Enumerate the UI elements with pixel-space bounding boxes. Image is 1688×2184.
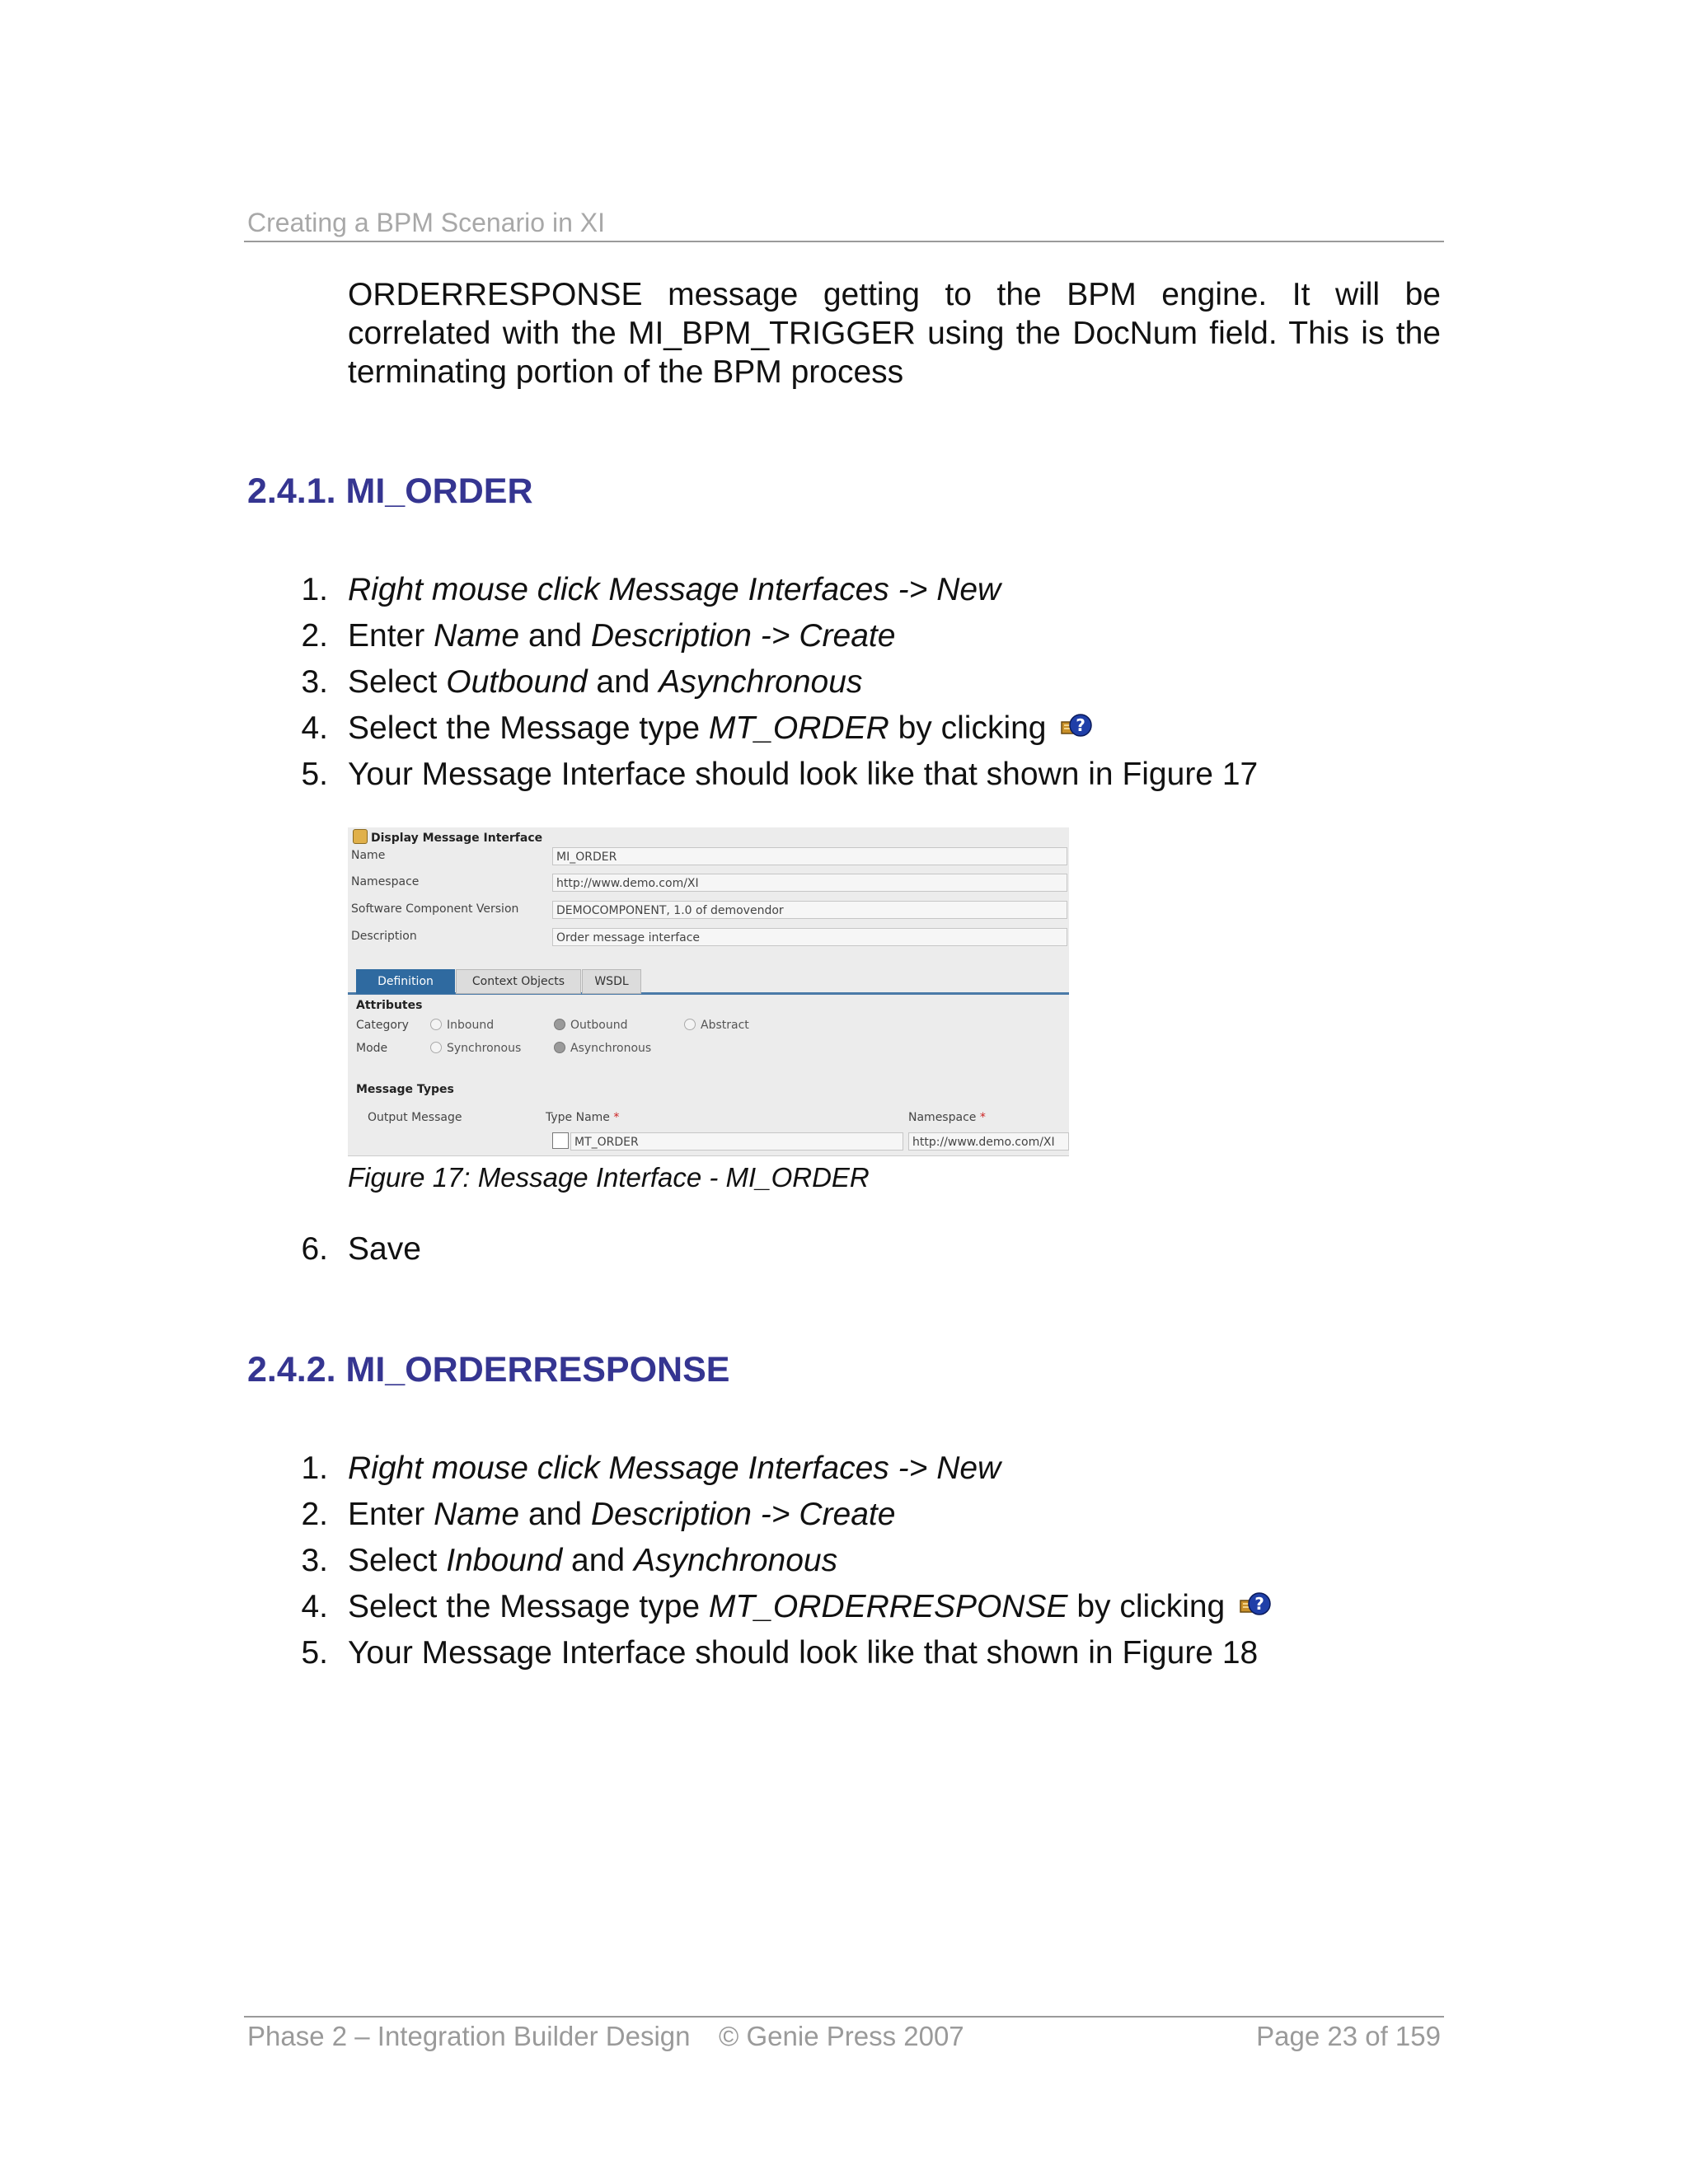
list-item bbox=[249, 755, 1403, 794]
list-text: Right mouse click Message Interfaces -> New bbox=[348, 572, 1001, 607]
mode-label: Mode bbox=[356, 1042, 388, 1055]
radio-dot bbox=[430, 1019, 442, 1030]
namespace-label: Namespace * bbox=[908, 1111, 986, 1124]
output-message-label: Output Message bbox=[368, 1111, 462, 1124]
document-icon[interactable] bbox=[552, 1132, 569, 1149]
radio-synchronous[interactable]: Synchronous bbox=[430, 1042, 521, 1055]
tab-definition[interactable]: Definition bbox=[356, 969, 455, 994]
radio-asynchronous[interactable]: Asynchronous bbox=[554, 1042, 651, 1055]
running-header: Creating a BPM Scenario in XI bbox=[247, 208, 605, 237]
type-namespace-input[interactable]: http://www.demo.com/XI bbox=[908, 1132, 1069, 1151]
page-number: Page 23 of 159 bbox=[1256, 2021, 1441, 2051]
type-name-input[interactable]: MT_ORDER bbox=[570, 1132, 903, 1151]
footer-rule bbox=[244, 2016, 1444, 2018]
footer-left: Phase 2 – Integration Builder Design bbox=[247, 2021, 691, 2051]
radio-dot bbox=[430, 1042, 442, 1053]
tab-context-objects[interactable]: Context Objects bbox=[456, 969, 581, 994]
value-help-icon bbox=[1239, 1591, 1272, 1620]
field-label: Name bbox=[351, 849, 386, 862]
list-text: Select the Message type MT_ORDER by clicking ? bbox=[348, 709, 1093, 748]
type-name-label: Type Name * bbox=[546, 1111, 620, 1124]
figure-title: Display Message Interface bbox=[353, 829, 542, 845]
list-number: 6. bbox=[301, 1231, 328, 1267]
list-item bbox=[249, 1633, 1403, 1672]
list-text: Enter Name and Description -> Create bbox=[348, 618, 896, 654]
svg-text:?: ? bbox=[1254, 1594, 1264, 1614]
section-heading-mi-order: 2.4.1. MI_ORDER bbox=[247, 471, 533, 511]
value-help-icon bbox=[1060, 712, 1093, 742]
list-text: Enter Name and Description -> Create bbox=[348, 1497, 896, 1532]
radio-abstract[interactable]: Abstract bbox=[684, 1019, 749, 1032]
list-text: Your Message Interface should look like that shown in Figure 18 bbox=[348, 1635, 1259, 1671]
list-number: 2. bbox=[301, 618, 328, 654]
svg-text:?: ? bbox=[1076, 715, 1086, 735]
list-number: 3. bbox=[301, 664, 328, 700]
list-number: 4. bbox=[301, 1589, 328, 1624]
figure-17-screenshot bbox=[348, 827, 1069, 1156]
radio-dot bbox=[554, 1042, 565, 1053]
header-rule bbox=[244, 241, 1444, 242]
field-label: Namespace bbox=[351, 875, 420, 888]
list-number: 1. bbox=[301, 1451, 328, 1486]
list-text: Select the Message type MT_ORDERRESPONSE by clicking ? bbox=[348, 1587, 1272, 1626]
section-heading-mi-orderresponse: 2.4.2. MI_ORDERRESPONSE bbox=[247, 1350, 730, 1390]
radio-dot bbox=[554, 1019, 565, 1030]
namespace-field[interactable]: http://www.demo.com/XI bbox=[552, 874, 1067, 892]
radio-outbound[interactable]: Outbound bbox=[554, 1019, 627, 1032]
list-item bbox=[249, 1230, 1403, 1268]
list-text: Select Inbound and Asynchronous bbox=[348, 1543, 838, 1578]
list-item bbox=[249, 1541, 1403, 1580]
tab-wsdl[interactable]: WSDL bbox=[582, 969, 641, 994]
list-number: 3. bbox=[301, 1543, 328, 1578]
interface-icon bbox=[353, 829, 368, 844]
field-label: Software Component Version bbox=[351, 902, 519, 916]
figure-caption: Figure 17: Message Interface - MI_ORDER bbox=[348, 1162, 870, 1193]
list-number: 5. bbox=[301, 757, 328, 792]
field-row-namespace bbox=[348, 870, 1069, 895]
name-field[interactable]: MI_ORDER bbox=[552, 847, 1067, 865]
list-item bbox=[249, 570, 1403, 609]
list-number: 2. bbox=[301, 1497, 328, 1532]
list-text: Your Message Interface should look like that shown in Figure 17 bbox=[348, 757, 1259, 792]
footer-copyright: © Genie Press 2007 bbox=[719, 2021, 964, 2051]
field-label: Description bbox=[351, 930, 417, 943]
field-row-description bbox=[348, 925, 1069, 949]
description-field[interactable]: Order message interface bbox=[552, 928, 1067, 946]
radio-dot bbox=[684, 1019, 696, 1030]
list-number: 5. bbox=[301, 1635, 328, 1671]
list-item bbox=[249, 1587, 1403, 1626]
list-text: Right mouse click Message Interfaces -> New bbox=[348, 1451, 1001, 1486]
intro-paragraph: ORDERRESPONSE message getting to the BPM engine. It will be correlated with the MI_BPM_TRIGGER using the DocNum field. This is the terminating portion of the BPM process bbox=[348, 277, 1441, 390]
list-item bbox=[249, 1449, 1403, 1488]
list-text: Select Outbound and Asynchronous bbox=[348, 664, 863, 700]
radio-inbound[interactable]: Inbound bbox=[430, 1019, 494, 1032]
message-types-heading: Message Types bbox=[356, 1083, 454, 1096]
list-item bbox=[249, 616, 1403, 655]
attributes-heading: Attributes bbox=[356, 999, 423, 1012]
list-number: 1. bbox=[301, 572, 328, 607]
field-row-name bbox=[348, 844, 1069, 869]
list-item bbox=[249, 709, 1403, 748]
list-text: Save bbox=[348, 1231, 421, 1267]
list-item bbox=[249, 663, 1403, 701]
field-row-software-component bbox=[348, 898, 1069, 922]
software-component-field[interactable]: DEMOCOMPONENT, 1.0 of demovendor bbox=[552, 901, 1067, 919]
list-item bbox=[249, 1495, 1403, 1534]
tab-strip bbox=[348, 966, 1069, 995]
category-label: Category bbox=[356, 1019, 409, 1032]
list-number: 4. bbox=[301, 710, 328, 746]
